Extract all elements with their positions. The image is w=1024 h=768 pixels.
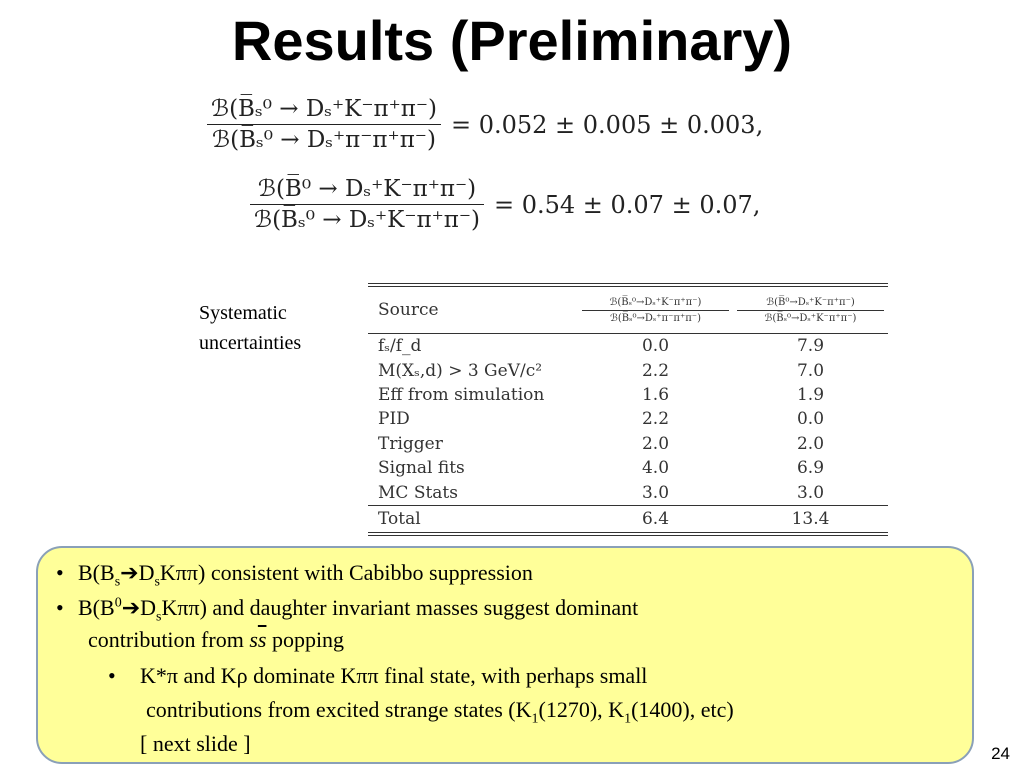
row-source: PID — [378, 409, 410, 430]
equation-1 — [207, 94, 763, 155]
table-row — [368, 383, 888, 407]
row-source: Signal fits — [378, 458, 465, 479]
row-value-1: 4.0 — [641, 458, 670, 479]
equation-1-fraction — [207, 94, 441, 155]
table-row — [368, 480, 888, 504]
header-col1-numerator: ℬ(B̅ₛ⁰→Dₛ⁺K⁻π⁺π⁻) — [609, 296, 702, 308]
table-total-row — [368, 506, 888, 532]
bullet-2-line2-prefix: contribution from — [88, 627, 250, 652]
header-col1-denominator: ℬ(B̅ₛ⁰→Dₛ⁺π⁻π⁺π⁻) — [610, 312, 701, 324]
table-bottom-rule — [368, 532, 888, 536]
sub-bullet-line2-mid: (1270), K — [538, 697, 625, 722]
total-value-2: 13.4 — [791, 508, 830, 529]
header-col2 — [733, 296, 888, 325]
slide-number: 24 — [991, 744, 1010, 763]
table-row — [368, 407, 888, 431]
row-source: fₛ/f_d — [378, 336, 422, 357]
row-value-1: 2.2 — [641, 360, 670, 381]
bullet-1-text: ) consistent with Cabibbo suppression — [198, 560, 533, 585]
table-header — [368, 287, 888, 333]
equation-2 — [250, 174, 760, 235]
row-value-2: 0.0 — [796, 409, 825, 430]
row-value-1: 1.6 — [641, 384, 670, 405]
equation-1-numerator: ℬ(B̅ₛ⁰ → Dₛ⁺K⁻π⁺π⁻) — [211, 96, 437, 122]
header-source: Source — [378, 300, 439, 320]
table-row — [368, 456, 888, 480]
header-col2-numerator: ℬ(B̅⁰→Dₛ⁺K⁻π⁺π⁻) — [766, 296, 855, 308]
row-value-2: 7.9 — [796, 336, 825, 357]
total-value-1: 6.4 — [641, 508, 670, 529]
table-row — [368, 358, 888, 382]
row-source: M(Xₛ,d) > 3 GeV/c² — [378, 360, 543, 381]
sub-bullet-1: • K*π and Kρ dominate Kππ final state, with perhaps small — [108, 661, 647, 691]
row-value-1: 3.0 — [641, 482, 670, 503]
equation-2-fraction — [250, 174, 484, 235]
row-value-2: 6.9 — [796, 458, 825, 479]
summary-box — [36, 546, 974, 764]
equation-2-result: = 0.54 ± 0.07 ± 0.07, — [493, 190, 761, 219]
total-label: Total — [378, 508, 421, 529]
row-value-1: 0.0 — [641, 336, 670, 357]
sub-bullet-line2-prefix: contributions from excited strange states (K — [146, 697, 532, 722]
bullet-dot: • — [56, 595, 64, 620]
bullet-2: • $B(B^0➔D_sK\pi\pi)$ and daughter invariant masses suggest dominant — [56, 595, 639, 625]
systematic-uncertainties-label — [199, 298, 301, 358]
equation-2-denominator: ℬ(B̅ₛ⁰ → Dₛ⁺K⁻π⁺π⁻) — [254, 207, 480, 233]
sub-bullet-line2-suffix: (1400), etc) — [631, 697, 734, 722]
row-value-1: 2.2 — [641, 409, 670, 430]
equation-1-result: = 0.052 ± 0.005 ± 0.003, — [450, 110, 764, 139]
table-row — [368, 334, 888, 358]
bullet-2-line2-suffix: popping — [266, 627, 345, 652]
row-source: MC Stats — [378, 482, 458, 503]
bullet-1: • $B(B_s➔D_sK\pi\pi)$ consistent with Cabibbo suppression — [56, 560, 533, 590]
bullet-2-continuation: contribution from $s\overline{s}$ popping — [88, 627, 345, 652]
header-col2-bar — [737, 310, 884, 311]
bullet-dot: • — [56, 560, 64, 585]
row-value-2: 2.0 — [796, 433, 825, 454]
systematics-table — [368, 283, 888, 536]
systematic-label-line2: uncertainties — [199, 332, 302, 354]
sub-bullet-1-text: and Kρ dominate Kππ final state, with perhaps small — [183, 663, 648, 688]
header-col1 — [578, 296, 733, 325]
sub-bullet-1-continuation: contributions from excited strange states ($K_1(1270)$, $K_1(1400)$, etc) — [146, 697, 734, 727]
slide-title: Results (Preliminary) — [231, 9, 793, 72]
row-value-2: 3.0 — [796, 482, 825, 503]
bullet-2-text: ) and daughter invariant masses suggest dominant — [199, 595, 639, 620]
row-value-2: 1.9 — [796, 384, 825, 405]
row-value-1: 2.0 — [641, 433, 670, 454]
next-slide-note: [ next slide ] — [140, 731, 251, 756]
equation-1-denominator: ℬ(B̅ₛ⁰ → Dₛ⁺π⁻π⁺π⁻) — [212, 127, 436, 153]
header-col2-denominator: ℬ(B̅ₛ⁰→Dₛ⁺K⁻π⁺π⁻) — [764, 312, 857, 324]
row-value-2: 7.0 — [796, 360, 825, 381]
row-source: Trigger — [378, 433, 443, 454]
systematic-label-line1: Systematic — [199, 302, 287, 324]
equation-2-numerator: ℬ(B̅⁰ → Dₛ⁺K⁻π⁺π⁻) — [257, 176, 477, 202]
bullet-dot: • — [108, 663, 116, 688]
header-col1-bar — [582, 310, 729, 311]
row-source: Eff from simulation — [378, 384, 545, 405]
table-row — [368, 432, 888, 456]
